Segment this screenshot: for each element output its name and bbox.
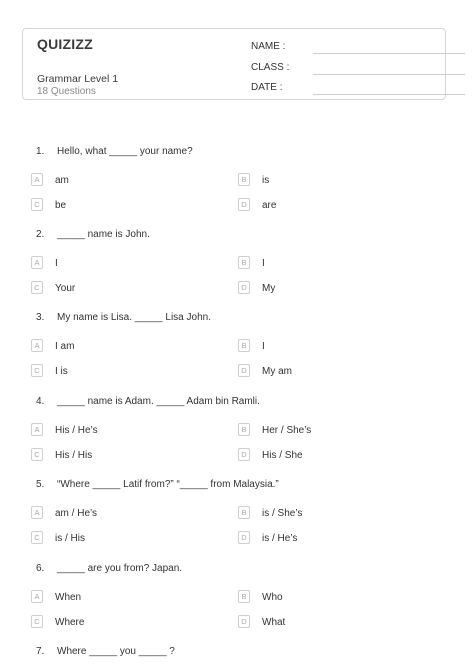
- option-letter-box: C: [31, 615, 43, 628]
- option-text: I is: [55, 366, 68, 377]
- question-number: 4.: [36, 396, 45, 407]
- option-letter-box: A: [31, 506, 43, 519]
- option-text: is / He’s: [262, 533, 298, 544]
- worksheet-title: Grammar Level 1: [37, 73, 119, 85]
- class-label: CLASS :: [251, 62, 290, 73]
- option-letter-box: A: [31, 339, 43, 352]
- option-letter-box: B: [238, 173, 250, 186]
- worksheet-header: [22, 28, 446, 100]
- option-text: be: [55, 200, 67, 211]
- option-text: am: [55, 175, 69, 186]
- option-letter-box: C: [31, 198, 43, 211]
- date-label: DATE :: [251, 82, 283, 93]
- option-letter-box: D: [238, 615, 250, 628]
- option-text: My: [262, 283, 276, 294]
- option-text: My am: [262, 366, 292, 377]
- option-letter-box: D: [238, 364, 250, 377]
- question-text: My name is Lisa. _____ Lisa John.: [57, 312, 211, 323]
- question-6: [36, 563, 182, 574]
- option-text: Who: [262, 592, 283, 603]
- option-letter-box: A: [31, 256, 43, 269]
- question-number: 1.: [36, 146, 45, 157]
- option-text: Where: [55, 617, 85, 628]
- name-field: [251, 41, 285, 52]
- option-text: are: [262, 200, 277, 211]
- date-line: [313, 94, 465, 95]
- question-3: [36, 312, 211, 323]
- question-text: “Where _____ Latif from?” “_____ from Malaysia.”: [57, 479, 279, 490]
- question-text: _____ name is John.: [57, 229, 150, 240]
- option-text: I: [262, 258, 265, 269]
- option-text: is: [262, 175, 270, 186]
- question-number: 2.: [36, 229, 45, 240]
- question-number: 5.: [36, 479, 45, 490]
- option-text: is / She’s: [262, 508, 303, 519]
- option-text: I: [55, 258, 58, 269]
- option-text: Your: [55, 283, 76, 294]
- option-text: What: [262, 617, 286, 628]
- option-letter-box: B: [238, 256, 250, 269]
- question-1: [36, 146, 193, 157]
- option-letter-box: B: [238, 506, 250, 519]
- option-letter-box: A: [31, 590, 43, 603]
- question-number: 7.: [36, 646, 45, 657]
- option-text: I: [262, 341, 265, 352]
- question-number: 3.: [36, 312, 45, 323]
- question-text: _____ are you from? Japan.: [57, 563, 183, 574]
- option-text: is / His: [55, 533, 85, 544]
- option-text: Her / She’s: [262, 425, 312, 436]
- option-letter-box: C: [31, 448, 43, 461]
- option-letter-box: C: [31, 531, 43, 544]
- option-letter-box: D: [238, 448, 250, 461]
- option-letter-box: D: [238, 198, 250, 211]
- question-text: _____ name is Adam. _____ Adam bin Ramli.: [57, 396, 260, 407]
- name-line: [313, 53, 465, 54]
- option-text: His / He’s: [55, 425, 98, 436]
- option-text: I am: [55, 341, 75, 352]
- option-letter-box: B: [238, 423, 250, 436]
- class-line: [313, 74, 465, 75]
- question-5: [36, 479, 279, 490]
- option-text: am / He’s: [55, 508, 98, 519]
- option-letter-box: A: [31, 423, 43, 436]
- option-letter-box: C: [31, 281, 43, 294]
- option-letter-box: B: [238, 339, 250, 352]
- question-number: 6.: [36, 563, 45, 574]
- date-field: [251, 82, 282, 93]
- option-text: His / She: [262, 450, 303, 461]
- class-field: [251, 62, 289, 73]
- option-letter-box: C: [31, 364, 43, 377]
- option-text: His / His: [55, 450, 93, 461]
- option-text: When: [55, 592, 82, 603]
- question-2: [36, 229, 150, 240]
- question-text: Hello, what _____ your name?: [57, 146, 193, 157]
- question-4: [36, 396, 260, 407]
- option-letter-box: D: [238, 531, 250, 544]
- name-label: NAME :: [251, 41, 286, 52]
- question-count: 18 Questions: [37, 86, 96, 97]
- option-letter-box: D: [238, 281, 250, 294]
- option-letter-box: A: [31, 173, 43, 186]
- question-7: [36, 646, 175, 657]
- question-text: Where _____ you _____ ?: [57, 646, 175, 657]
- option-letter-box: B: [238, 590, 250, 603]
- quizizz-logo: QUIZIZZ: [37, 36, 93, 52]
